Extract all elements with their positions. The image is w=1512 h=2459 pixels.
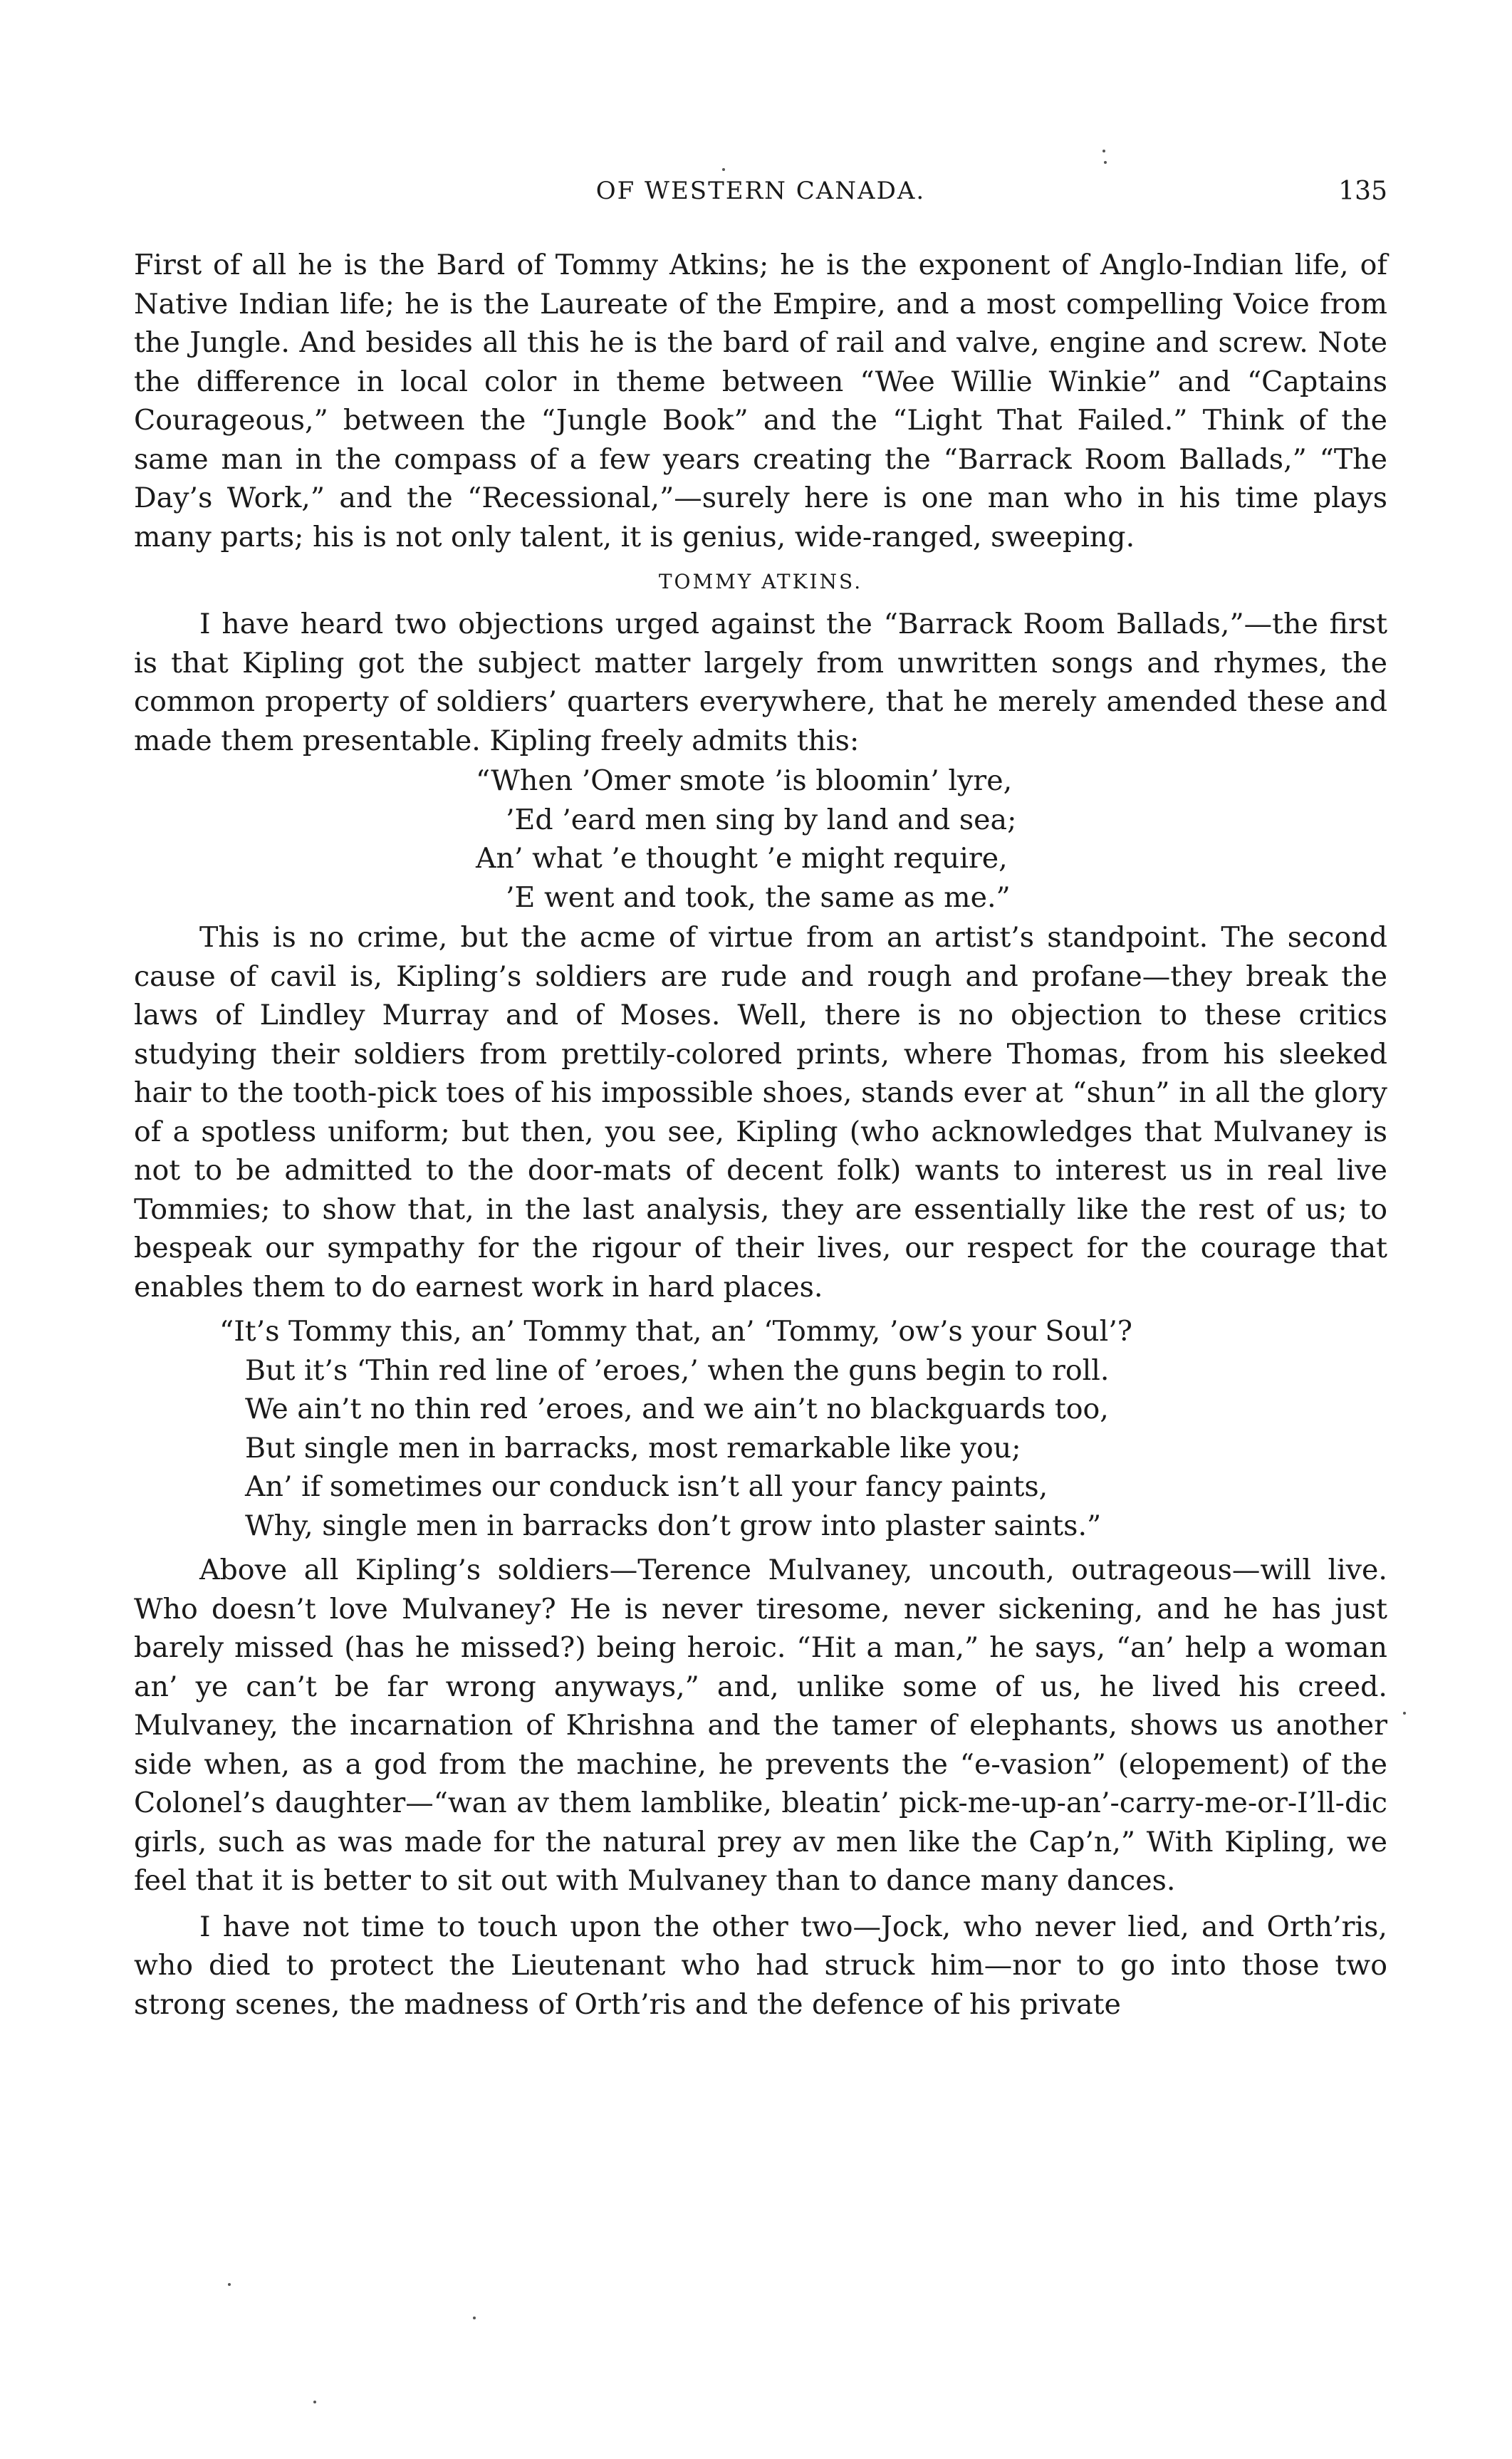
verse-line: “It’s Tommy this, an’ Tommy that, an’ ‘Tommy, ’ow’s your Soul’? xyxy=(219,1315,1132,1348)
paragraph-1: First of all he is the Bard of Tommy Atkins; he is the exponent of Anglo-Indian life, of Native Indian life; he is the Laureate of the Empire, and a most compelling Voice from the Jungle. And besides all this he is the bard of rail and valve, engine and screw. Note the difference in local color in theme between “Wee Willie Winkie” and “Captains Courageous,” between the “Jungle Book” and the “Light That Failed.” Think of the same man in the compass of a few years creating the “Barrack Room Ballads,” “The Day’s Work,” and the “Recessional,”—surely here is one man who in his time plays many parts; his is not only talent, it is genius, wide-ranged, sweeping. xyxy=(134,249,1387,553)
paragraph-5: I have not time to touch upon the other two—Jock, who never lied, and Orth’ris, who died to protect the Lieutenant who had struck him—nor to go into those two strong scenes, the madness of Orth’ris and the defence of his private xyxy=(134,1910,1387,2021)
scan-speck xyxy=(313,2401,316,2403)
verse-line: “When ’Omer smote ’is bloomin’ lyre, xyxy=(476,764,1013,797)
verse-quote-2 xyxy=(134,1312,1387,1545)
scan-speck xyxy=(722,168,725,171)
section-heading: TOMMY ATKINS. xyxy=(658,570,863,593)
scan-speck xyxy=(228,2283,231,2286)
scan-speck xyxy=(1102,150,1105,152)
running-title: OF WESTERN CANADA. xyxy=(595,177,926,205)
page-number: 135 xyxy=(1338,177,1387,206)
verse-quote-1 xyxy=(134,761,1387,917)
verse-line: ’E went and took, the same as me.” xyxy=(506,880,1011,914)
paragraph-3: This is no crime, but the acme of virtue from an artist’s standpoint. The second cause of cavil is, Kipling’s soldiers are rude and rough and profane—they break the laws of Lindley Murray and of Moses. Well, there is no objection to these critics studying their soldiers from prettily-colored prints, where Thomas, from his sleeked hair to the tooth-pick toes of his impossible shoes, stands ever at “shun” in all the glory of a spotless uniform; but then, you see, Kipling (who acknowledges that Mulvaney is not to be admitted to the door-mats of decent folk) wants to interest us in real live Tommies; to show that, in the last analysis, they are essentially like the rest of us; to bespeak our sympathy for the rigour of their lives, our respect for the courage that enables them to do earnest work in hard places. xyxy=(134,921,1387,1304)
scan-speck xyxy=(1403,1712,1406,1715)
paragraph-2: I have heard two objections urged against the “Barrack Room Ballads,”—the first is that Kipling got the subject matter largely from unwritten songs and rhymes, the common property of soldiers’ quarters everywhere, that he merely amended these and made them presentable. Kipling freely admits this: xyxy=(134,608,1387,757)
verse-line: But it’s ‘Thin red line of ’eroes,’ when the guns begin to roll. xyxy=(245,1353,1110,1387)
verse-line: We ain’t no thin red ’eroes, and we ain’t no blackguards too, xyxy=(245,1393,1109,1425)
body-text xyxy=(134,246,1387,2024)
verse-line: ’Ed ’eard men sing by land and sea; xyxy=(506,803,1017,836)
verse-line: An’ what ’e thought ’e might require, xyxy=(476,842,1008,875)
verse-line: But single men in barracks, most remarkable like you; xyxy=(245,1431,1021,1465)
paragraph-4: Above all Kipling’s soldiers—Terence Mulvaney, uncouth, outrageous—will live. Who doesn’t love Mulvaney? He is never tiresome, never sickening, and he has just barely missed (has he missed?) being heroic. “Hit a man,” he says, “an’ help a woman an’ ye can’t be far wrong anyways,” and, unlike some of us, he lived his creed. Mulvaney, the incarnation of Khrishna and the tamer of elephants, shows us another side when, as a god from the machine, he prevents the “e-vasion” (elopement) of the Colonel’s daughter—“wan av them lamblike, bleatin’ pick-me-up-an’-carry-me-or-I’ll-dic girls, such as was made for the natural prey av men like the Cap’n,” With Kipling, we feel that it is better to sit out with Mulvaney than to dance many dances. xyxy=(134,1554,1387,1897)
running-head xyxy=(134,177,1387,212)
verse-line: Why, single men in barracks don’t grow into plaster saints.” xyxy=(245,1509,1102,1542)
scan-speck xyxy=(473,2317,476,2319)
scan-speck xyxy=(1104,161,1107,164)
verse-line: An’ if sometimes our conduck isn’t all your fancy paints, xyxy=(245,1470,1048,1503)
